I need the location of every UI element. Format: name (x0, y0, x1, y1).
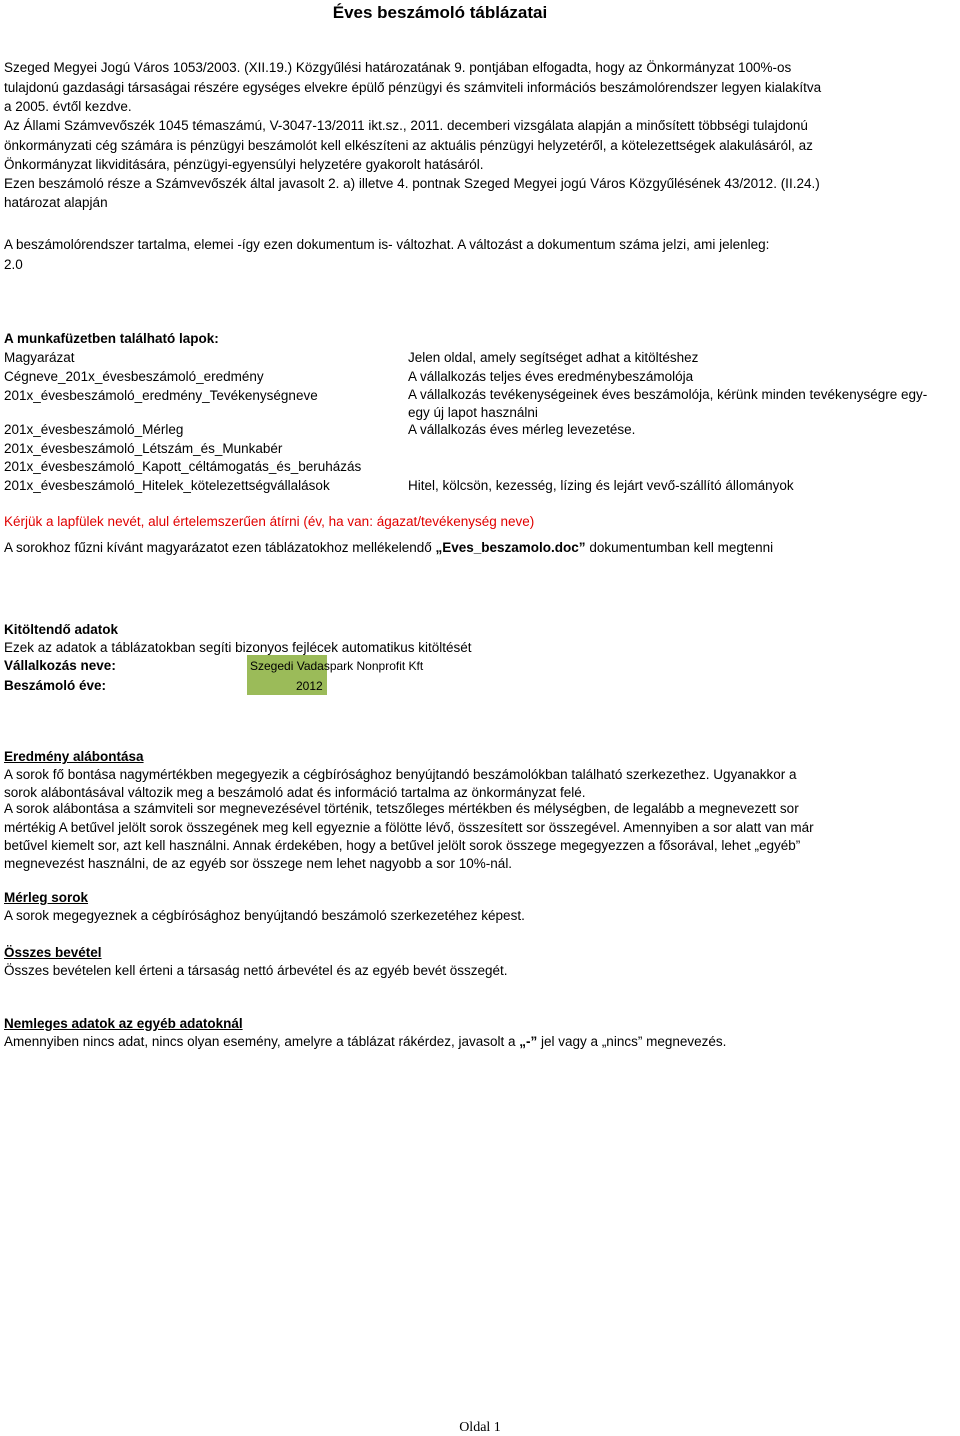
result-line: A sorok alábontása a számviteli sor megnevezésével történik, tetszőleges mértékben és mélységben, de legalább a megnevezett sor (4, 801, 799, 816)
result-line: A sorok fő bontása nagymértékben megegyezik a cégbírósághoz benyújtandó beszámolókban található szerkezethez. Ugyanakkor a (4, 767, 797, 782)
sheet-name: 201x_évesbeszámoló_Kapott_céltámogatás_és_beruházás (4, 459, 362, 474)
revenue-heading: Összes bevétel (4, 945, 102, 960)
balance-heading: Mérleg sorok (4, 890, 89, 905)
dash-symbol: „-” (519, 1034, 538, 1049)
sheet-name: Cégneve_201x_évesbeszámoló_eredmény (4, 369, 264, 384)
page-footer: Oldal 1 (459, 1420, 501, 1435)
year-label: Beszámoló éve: (4, 678, 107, 693)
company-name-field[interactable]: Szegedi Vadaspark Nonprofit Kft (250, 659, 424, 673)
intro-line: tulajdonú gazdasági társaságai részére egységes elvekre épülő pénzügyi és számviteli információs beszámolórendszer legyen kialakítva (4, 80, 822, 95)
revenue-text: Összes bevételen kell érteni a társaság nettó árbevétel és az egyéb bevét összegét. (4, 963, 508, 978)
intro-line: Az Állami Számvevőszék 1045 témaszámú, V-3047-13/2011 ikt.sz., 2011. decemberi vizsgálata alapján a minősített többségi tulajdonú (4, 118, 808, 133)
sheet-desc-cont: egy új lapot használni (408, 405, 538, 420)
intro-line: önkormányzati cég számára is pénzügyi beszámolót kell elkészíteni az aktuális pénzügyi helyzetéről, a kötelezettségek alakulásáról, az (4, 138, 813, 153)
intro-line: a 2005. évtől kezdve. (4, 99, 132, 114)
page-title: Éves beszámoló táblázatai (332, 3, 548, 22)
sheet-desc: A vállalkozás éves mérleg levezetése. (408, 422, 636, 437)
result-line: sorok alábontásával változik meg a beszámoló adat és információ tartalma az önkormányzat felé. (4, 785, 586, 800)
fill-desc: Ezek az adatok a táblázatokban segíti bizonyos fejlécek automatikus kitöltését (4, 640, 472, 655)
version-note: A beszámolórendszer tartalma, elemei -így ezen dokumentum is- változhat. A változást a dokumentum száma jelzi, ami jelenleg: (4, 237, 770, 252)
doc-filename: „Eves_beszamolo.doc” (435, 540, 586, 555)
result-line: betűvel kiemelt sor, azt kell használni. Annak érdekében, hogy a betűvel jelölt sorok összege megegyezzen a fősorával, lehet „egyéb” (4, 838, 801, 853)
explain-post: dokumentumban kell megtenni (585, 540, 774, 555)
result-heading: Eredmény alábontása (4, 749, 144, 764)
null-data-post: jel vagy a „nincs” megnevezés. (537, 1034, 727, 1049)
sheet-desc: A vállalkozás teljes éves eredménybeszámolója (408, 369, 694, 384)
balance-text: A sorok megegyeznek a cégbírósághoz benyújtandó beszámoló szerkezetéhez képest. (4, 908, 525, 923)
result-line: mértékig A betűvel jelölt sorok összegének meg kell egyeznie a fölötte lévő, összesített sor összegével. Amennyiben a sor alatt van már (4, 820, 814, 835)
sheets-heading: A munkafüzetben található lapok: (4, 331, 219, 346)
sheet-name: 201x_évesbeszámoló_Mérleg (4, 422, 184, 437)
null-data-heading: Nemleges adatok az egyéb adatoknál (4, 1016, 243, 1031)
sheet-name: 201x_évesbeszámoló_Létszám_és_Munkabér (4, 441, 283, 456)
sheet-name: 201x_évesbeszámoló_eredmény_Tevékenységneve (4, 388, 318, 403)
fill-heading: Kitöltendő adatok (4, 622, 118, 637)
null-data-text (4, 1034, 726, 1049)
explain-pre: A sorokhoz fűzni kívánt magyarázatot ezen táblázatokhoz mellékelendő (4, 540, 436, 555)
sheet-name: Magyarázat (4, 350, 75, 365)
sheet-name: 201x_évesbeszámoló_Hitelek_kötelezettségvállalások (4, 478, 330, 493)
null-data-pre: Amennyiben nincs adat, nincs olyan esemény, amelyre a táblázat rákérdez, javasolt a (4, 1034, 520, 1049)
result-line: megnevezést használni, de az egyéb sor összege nem lehet nagyobb a sor 10%-nál. (4, 856, 513, 871)
rename-note: Kérjük a lapfülek nevét, alul értelemszerűen átírni (év, ha van: ágazat/tevékenység neve) (4, 514, 535, 529)
company-label: Vállalkozás neve: (4, 658, 116, 673)
report-year-field[interactable]: 2012 (296, 679, 323, 693)
sheet-desc: Jelen oldal, amely segítséget adhat a kitöltéshez (408, 350, 699, 365)
intro-line: Önkormányzat likviditására, pénzügyi-egyensúlyi helyzetére gyakorolt hatásáról. (4, 157, 484, 172)
intro-line: Szeged Megyei Jogú Város 1053/2003. (XII.19.) Közgyűlési határozatának 9. pontjában elfogadta, hogy az Önkormányzat 100%-os (4, 60, 792, 75)
version-number: 2.0 (4, 257, 23, 272)
explain-note (4, 540, 773, 555)
sheet-desc: A vállalkozás tevékenységeinek éves beszámolója, kérünk minden tevékenységre egy- (408, 387, 928, 402)
intro-line: Ezen beszámoló része a Számvevőszék által javasolt 2. a) illetve 4. pontnak Szeged Megyei jogú Város Közgyűlésének 43/2012. (II.24.) (4, 176, 820, 191)
sheet-desc: Hitel, kölcsön, kezesség, lízing és lejárt vevő-szállító állományok (408, 478, 794, 493)
intro-line: határozat alapján (4, 195, 108, 210)
